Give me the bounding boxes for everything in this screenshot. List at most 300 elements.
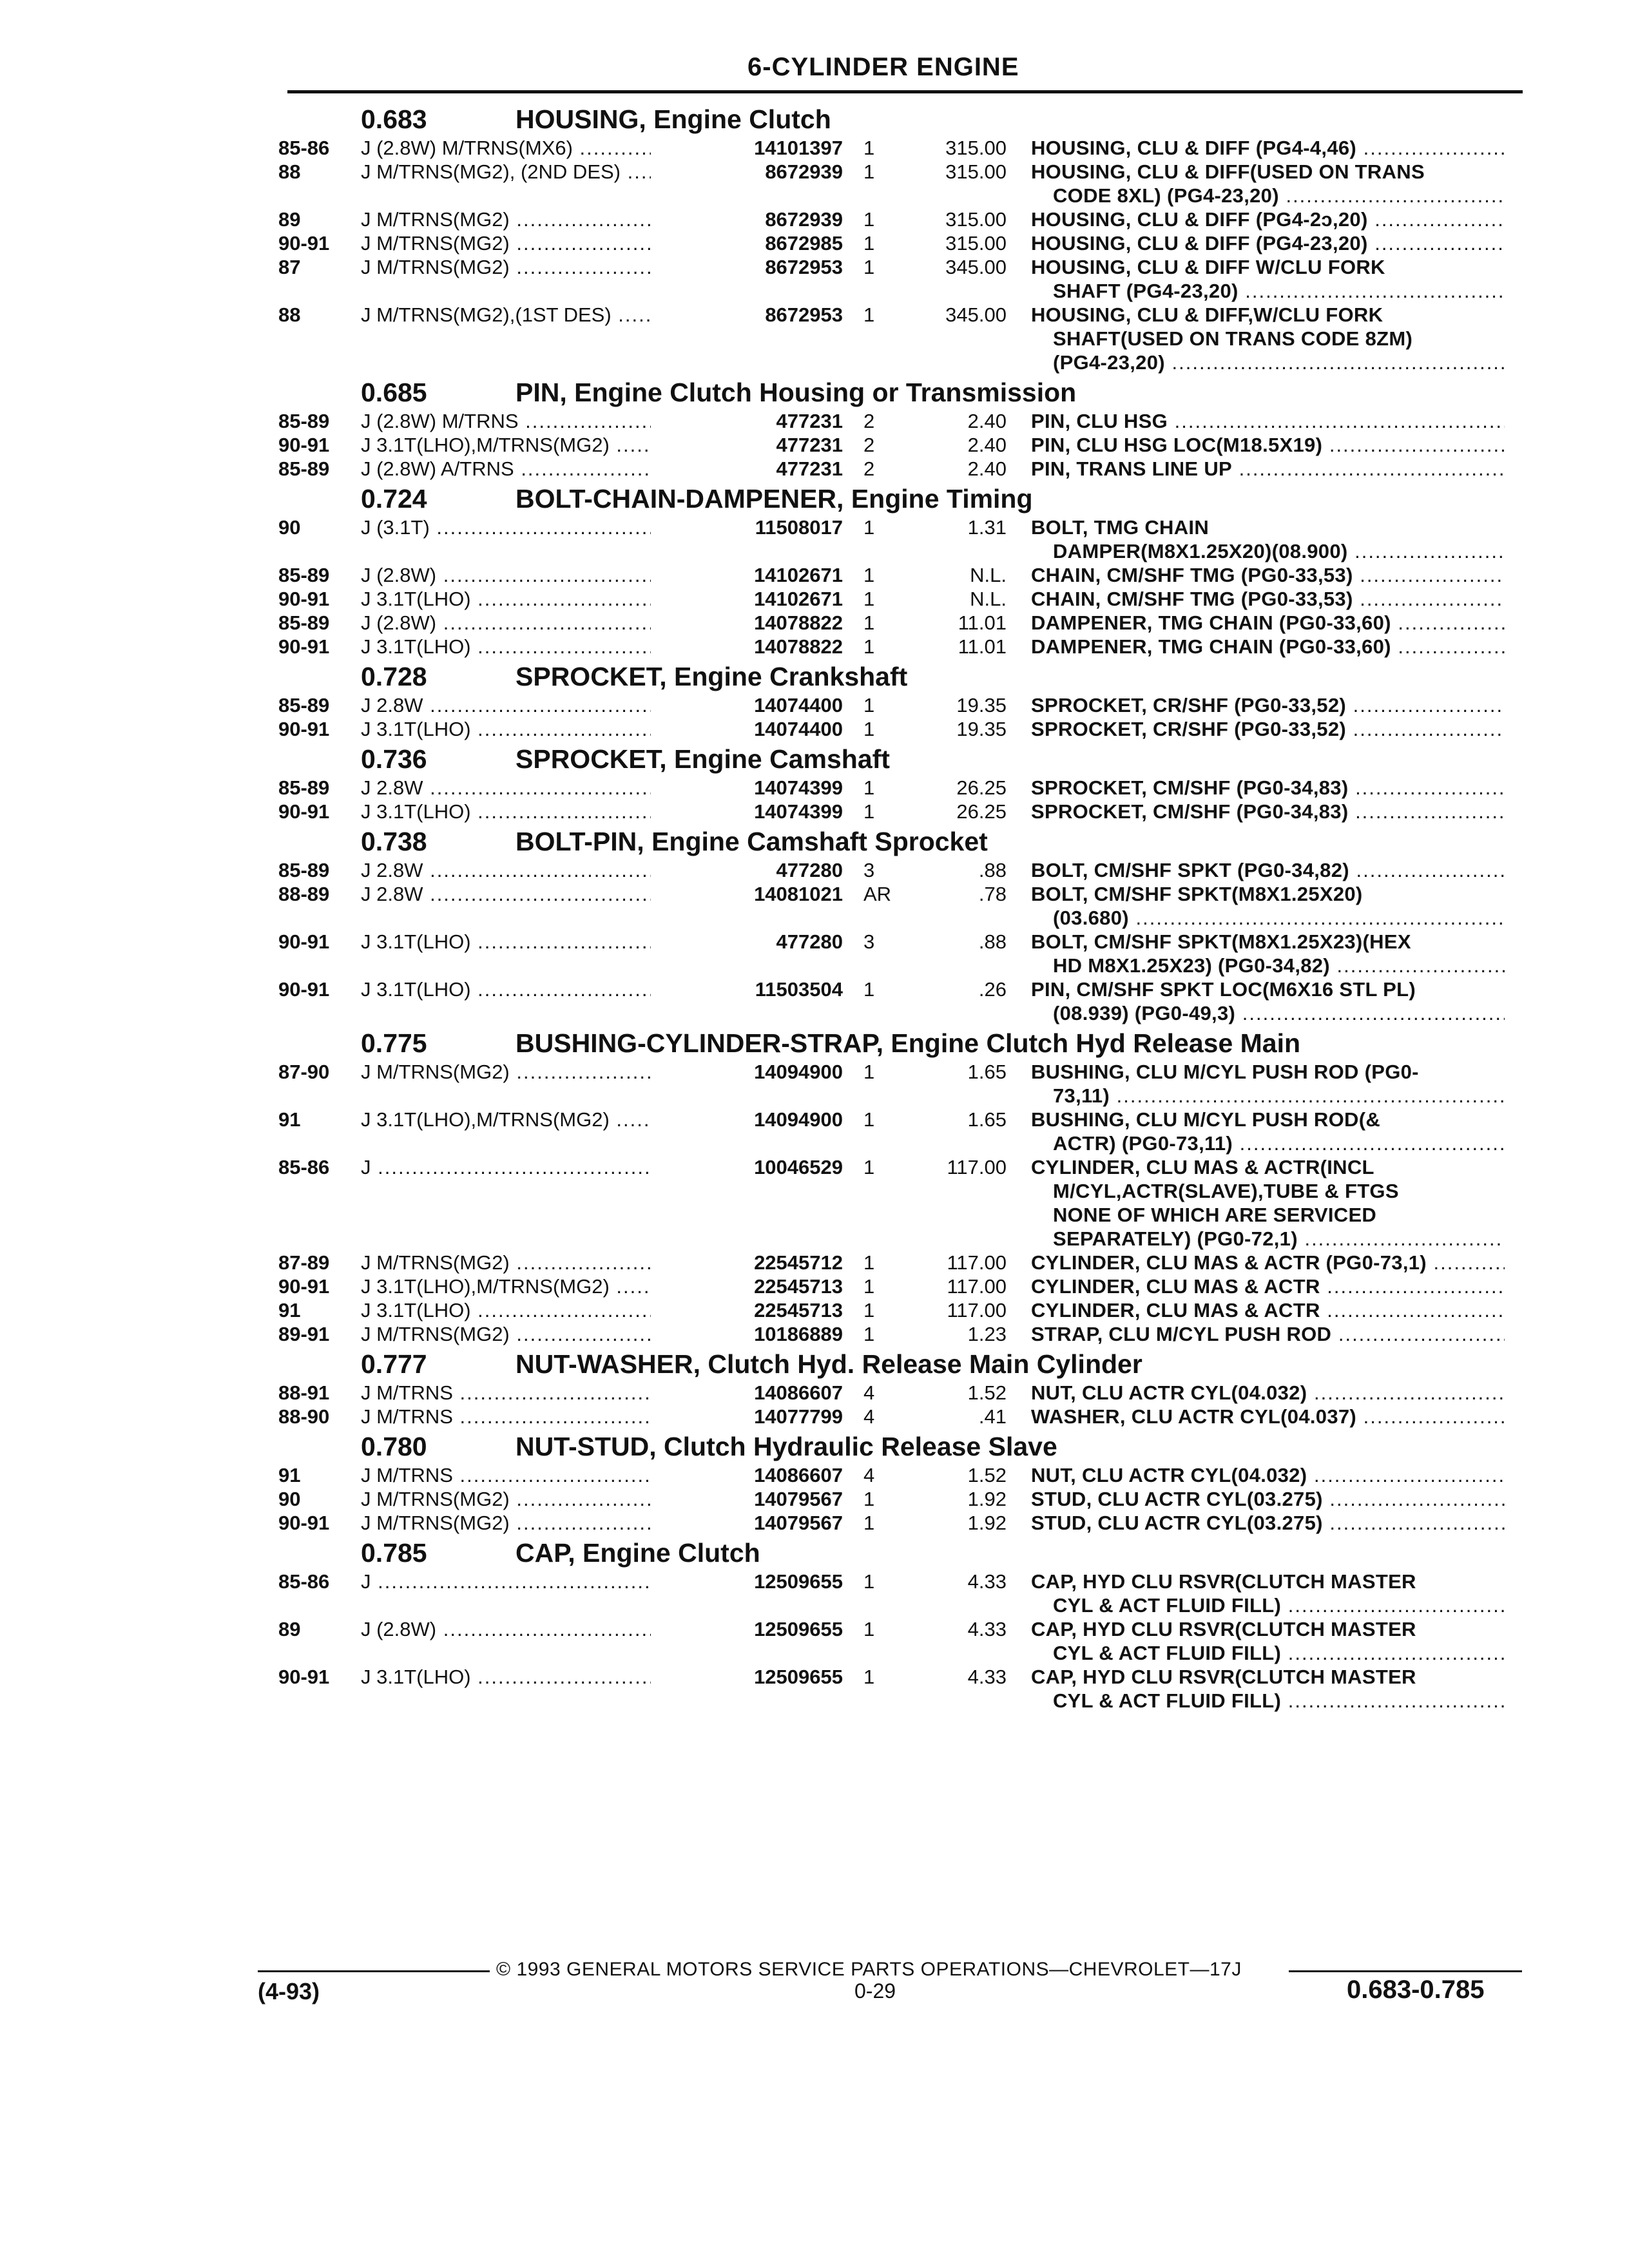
section-number: 0.724 [361,484,427,514]
footer-rule-left [258,1970,490,1972]
description: WASHER, CLU ACTR CYL(04.037) ..... [1031,1405,1505,1428]
part-number: 8672939 [651,160,843,184]
footer-section-range: 0.683-0.785 [1347,1975,1485,2004]
application: J (2.8W) ..... [361,564,709,587]
model-years: 89 [278,1618,301,1640]
description: HOUSING, CLU & DIFF W/CLU FORK [1031,256,1385,278]
section-title: NUT-WASHER, Clutch Hyd. Release Main Cylinder [516,1349,1142,1379]
description-continuation-row [0,1689,1629,1713]
description-continuation-row [0,1642,1629,1666]
description: CYLINDER, CLU MAS & ACTR(INCL [1031,1156,1374,1178]
section-title: SPROCKET, Engine Camshaft [516,744,890,774]
application: J M/TRNS ..... [361,1405,709,1428]
catalog-section [0,375,1629,481]
model-years: 88-89 [278,883,330,905]
application: J M/TRNS(MG2) ..... [361,208,709,231]
description-continuation-row [0,1594,1629,1618]
quantity: 1 [863,1570,875,1593]
model-years: 90 [278,1488,301,1510]
price: 315.00 [945,160,1007,183]
model-years: 85-86 [278,1156,330,1178]
price: 1.23 [967,1323,1007,1345]
description: HOUSING, CLU & DIFF(USED ON TRANS [1031,160,1425,183]
section-number: 0.738 [361,827,427,856]
table-row [0,1570,1629,1594]
part-number: 477231 [651,410,843,433]
part-number: 22545712 [651,1251,843,1274]
table-row [0,635,1629,659]
description: HOUSING, CLU & DIFF (PG4-4,46) ..... [1031,137,1505,160]
table-row [0,1275,1629,1299]
price: .78 [978,883,1007,905]
price: 1.92 [967,1488,1007,1510]
price: 117.00 [947,1251,1007,1274]
description: BUSHING, CLU M/CYL PUSH ROD(& [1031,1108,1381,1131]
part-number: 14094900 [651,1108,843,1131]
description: SPROCKET, CR/SHF (PG0-33,52) ..... [1031,694,1505,717]
application: J (2.8W) ..... [361,1618,709,1641]
part-number: 8672953 [651,256,843,279]
section-number: 0.775 [361,1028,427,1058]
section-header [0,481,1629,516]
application: J ..... [361,1156,709,1179]
application: J 3.1T(LHO) ..... [361,930,709,954]
table-row [0,978,1629,1002]
quantity: 1 [863,1323,875,1345]
description-continuation: CYL & ACT FLUID FILL) ..... [1053,1642,1505,1665]
description-continuation: M/CYL,ACTR(SLAVE),TUBE & FTGS [1053,1180,1399,1202]
table-row [0,800,1629,824]
section-number: 0.683 [361,104,427,134]
quantity: 1 [863,137,875,159]
model-years: 90-91 [278,800,330,823]
part-number: 14079567 [651,1512,843,1535]
application: J 2.8W ..... [361,694,709,717]
model-years: 85-89 [278,457,330,480]
price: .88 [978,859,1007,881]
application: J 3.1T(LHO),M/TRNS(MG2) ..... [361,1275,709,1298]
part-number: 8672985 [651,232,843,255]
page-title: 6-CYLINDER ENGINE [747,53,1019,81]
description: STUD, CLU ACTR CYL(03.275) ..... [1031,1512,1505,1535]
part-number: 14074400 [651,694,843,717]
section-header [0,375,1629,410]
description: STUD, CLU ACTR CYL(03.275) ..... [1031,1488,1505,1511]
quantity: 1 [863,1251,875,1274]
description: SPROCKET, CR/SHF (PG0-33,52) ..... [1031,718,1505,741]
application: J 3.1T(LHO) ..... [361,1666,709,1689]
model-years: 85-86 [278,1570,330,1593]
price: 315.00 [945,232,1007,255]
description-continuation-row [0,351,1629,375]
part-number: 477231 [651,434,843,457]
table-row [0,1405,1629,1429]
application: J M/TRNS(MG2) ..... [361,232,709,255]
description: CYLINDER, CLU MAS & ACTR (PG0-73,1) ..... [1031,1251,1505,1274]
application: J M/TRNS(MG2) ..... [361,256,709,279]
quantity: 1 [863,1275,875,1298]
catalog-section [0,1535,1629,1713]
description-continuation: CYL & ACT FLUID FILL) ..... [1053,1689,1505,1713]
table-row [0,160,1629,184]
price: 1.52 [967,1381,1007,1404]
table-row [0,694,1629,718]
application: J 3.1T(LHO) ..... [361,1299,709,1322]
application: J M/TRNS(MG2) ..... [361,1323,709,1346]
description: CAP, HYD CLU RSVR(CLUTCH MASTER [1031,1570,1416,1593]
section-title: BOLT-PIN, Engine Camshaft Sprocket [516,827,988,856]
price: 117.00 [947,1275,1007,1298]
application: J (2.8W) M/TRNS ..... [361,410,709,433]
description: CYLINDER, CLU MAS & ACTR ..... [1031,1299,1505,1322]
catalog-section [0,102,1629,375]
description: BOLT, CM/SHF SPKT(M8X1.25X23)(HEX [1031,930,1411,953]
price: 315.00 [945,208,1007,231]
description-continuation-row [0,1227,1629,1251]
section-title: PIN, Engine Clutch Housing or Transmission [516,378,1077,407]
quantity: 4 [863,1405,875,1428]
application: J M/TRNS(MG2),(1ST DES) ..... [361,303,709,327]
description: CYLINDER, CLU MAS & ACTR ..... [1031,1275,1505,1298]
table-row [0,718,1629,742]
footer-copyright: © 1993 GENERAL MOTORS SERVICE PARTS OPERATIONS—CHEVROLET—17J [496,1959,1242,1980]
quantity: 1 [863,1299,875,1321]
quantity: 4 [863,1381,875,1404]
part-number: 10186889 [651,1323,843,1346]
model-years: 89-91 [278,1323,330,1345]
section-number: 0.785 [361,1538,427,1568]
table-row [0,1299,1629,1323]
quantity: AR [863,883,892,905]
price: 26.25 [956,800,1007,823]
description-continuation-row [0,1002,1629,1026]
quantity: 1 [863,303,875,326]
table-row [0,137,1629,160]
section-number: 0.728 [361,662,427,691]
quantity: 1 [863,1108,875,1131]
part-number: 14102671 [651,588,843,611]
description-continuation: SHAFT (PG4-23,20) ..... [1053,280,1505,303]
application: J 2.8W ..... [361,859,709,882]
model-years: 87-90 [278,1061,330,1083]
description: CHAIN, CM/SHF TMG (PG0-33,53) ..... [1031,588,1505,611]
description: CAP, HYD CLU RSVR(CLUTCH MASTER [1031,1666,1416,1688]
description-continuation: CYL & ACT FLUID FILL) ..... [1053,1594,1505,1617]
price: N.L. [970,564,1007,586]
description: CHAIN, CM/SHF TMG (PG0-33,53) ..... [1031,564,1505,587]
part-number: 477280 [651,930,843,954]
catalog-section [0,481,1629,659]
table-row [0,1251,1629,1275]
quantity: 1 [863,208,875,231]
part-number: 477231 [651,457,843,481]
application: J 3.1T(LHO) ..... [361,588,709,611]
footer-date-code: (4-93) [258,1978,320,2004]
footer-page-number: 0-29 [854,1979,896,2003]
model-years: 90-91 [278,718,330,740]
part-number: 14079567 [651,1488,843,1511]
quantity: 1 [863,160,875,183]
quantity: 1 [863,800,875,823]
quantity: 1 [863,1488,875,1510]
quantity: 2 [863,410,875,432]
catalog-section [0,1026,1629,1347]
description-continuation: ACTR) (PG0-73,11) ..... [1053,1132,1505,1155]
table-row [0,1666,1629,1689]
table-row [0,1488,1629,1512]
table-row [0,588,1629,611]
table-row [0,232,1629,256]
description: HOUSING, CLU & DIFF (PG4-2ɔ,20) ..... [1031,208,1505,231]
table-row [0,859,1629,883]
quantity: 3 [863,859,875,881]
model-years: 91 [278,1299,301,1321]
description: CAP, HYD CLU RSVR(CLUTCH MASTER [1031,1618,1416,1640]
application: J M/TRNS ..... [361,1381,709,1405]
application: J 2.8W ..... [361,776,709,800]
description: HOUSING, CLU & DIFF (PG4-23,20) ..... [1031,232,1505,255]
part-number: 14078822 [651,635,843,658]
application: J M/TRNS(MG2) ..... [361,1488,709,1511]
table-row [0,883,1629,907]
section-header [0,1347,1629,1381]
quantity: 1 [863,1618,875,1640]
table-row [0,564,1629,588]
model-years: 90 [278,516,301,539]
model-years: 91 [278,1464,301,1486]
model-years: 91 [278,1108,301,1131]
price: 19.35 [956,694,1007,716]
quantity: 3 [863,930,875,953]
description-continuation: DAMPER(M8X1.25X20)(08.900) ..... [1053,540,1505,563]
model-years: 90-91 [278,1666,330,1688]
description: BUSHING, CLU M/CYL PUSH ROD (PG0- [1031,1061,1419,1083]
description: PIN, TRANS LINE UP ..... [1031,457,1505,481]
model-years: 89 [278,208,301,231]
quantity: 1 [863,1666,875,1688]
description: PIN, CLU HSG ..... [1031,410,1505,433]
price: 117.00 [947,1299,1007,1321]
application: J 3.1T(LHO) ..... [361,978,709,1001]
price: .26 [978,978,1007,1001]
model-years: 85-89 [278,859,330,881]
quantity: 4 [863,1464,875,1486]
section-header [0,824,1629,859]
section-number: 0.780 [361,1432,427,1461]
model-years: 90-91 [278,232,330,255]
section-header [0,659,1629,694]
part-number: 14094900 [651,1061,843,1084]
part-number: 477280 [651,859,843,882]
description: PIN, CLU HSG LOC(M18.5X19) ..... [1031,434,1505,457]
table-row [0,1381,1629,1405]
description: SPROCKET, CM/SHF (PG0-34,83) ..... [1031,800,1505,823]
application: J (2.8W) A/TRNS ..... [361,457,709,481]
application: J (3.1T) ..... [361,516,709,539]
section-title: CAP, Engine Clutch [516,1538,760,1568]
price: 117.00 [947,1156,1007,1178]
price: 4.33 [967,1618,1007,1640]
part-number: 14086607 [651,1381,843,1405]
description-continuation-row [0,1132,1629,1156]
application: J 3.1T(LHO),M/TRNS(MG2) ..... [361,434,709,457]
description-continuation-row [0,280,1629,303]
section-number: 0.685 [361,378,427,407]
description-continuation: HD M8X1.25X23) (PG0-34,82) ..... [1053,954,1505,977]
quantity: 1 [863,232,875,255]
price: 1.65 [967,1108,1007,1131]
part-number: 14074399 [651,776,843,800]
part-number: 8672939 [651,208,843,231]
quantity: 1 [863,718,875,740]
application: J ..... [361,1570,709,1593]
model-years: 87-89 [278,1251,330,1274]
price: 4.33 [967,1666,1007,1688]
section-number: 0.736 [361,744,427,774]
model-years: 88 [278,160,301,183]
quantity: 1 [863,694,875,716]
quantity: 1 [863,564,875,586]
price: 1.52 [967,1464,1007,1486]
model-years: 87 [278,256,301,278]
quantity: 1 [863,588,875,610]
table-row [0,611,1629,635]
price: 11.01 [958,635,1007,658]
part-number: 10046529 [651,1156,843,1179]
table-row [0,434,1629,457]
footer-rule-right [1289,1970,1522,1972]
model-years: 90-91 [278,588,330,610]
application: J M/TRNS(MG2), (2ND DES) ..... [361,160,709,184]
part-number: 22545713 [651,1299,843,1322]
description: PIN, CM/SHF SPKT LOC(M6X16 STL PL) [1031,978,1416,1001]
description: NUT, CLU ACTR CYL(04.032) ..... [1031,1464,1505,1487]
description: NUT, CLU ACTR CYL(04.032) ..... [1031,1381,1505,1405]
part-number: 8672953 [651,303,843,327]
table-row [0,930,1629,954]
part-number: 14102671 [651,564,843,587]
application: J M/TRNS(MG2) ..... [361,1251,709,1274]
table-row [0,303,1629,327]
catalog-section [0,659,1629,742]
section-header [0,742,1629,776]
price: 11.01 [958,611,1007,634]
quantity: 2 [863,457,875,480]
part-number: 12509655 [651,1618,843,1641]
section-title: BUSHING-CYLINDER-STRAP, Engine Clutch Hyd Release Main [516,1028,1301,1058]
quantity: 1 [863,978,875,1001]
quantity: 1 [863,256,875,278]
model-years: 85-89 [278,564,330,586]
table-row [0,410,1629,434]
description-continuation: NONE OF WHICH ARE SERVICED [1053,1204,1377,1226]
description-continuation-row [0,954,1629,978]
table-row [0,1618,1629,1642]
part-number: 11508017 [651,516,843,539]
model-years: 88-91 [278,1381,330,1404]
description: HOUSING, CLU & DIFF,W/CLU FORK [1031,303,1383,326]
price: 345.00 [945,256,1007,278]
title-rule [287,90,1523,93]
description-continuation: (08.939) (PG0-49,3) ..... [1053,1002,1505,1025]
part-number: 14081021 [651,883,843,906]
description-continuation-row [0,1180,1629,1204]
application: J 3.1T(LHO),M/TRNS(MG2) ..... [361,1108,709,1131]
section-header [0,1429,1629,1464]
table-row [0,776,1629,800]
model-years: 85-89 [278,611,330,634]
price: 2.40 [967,457,1007,480]
table-row [0,256,1629,280]
quantity: 1 [863,611,875,634]
price: N.L. [970,588,1007,610]
price: 4.33 [967,1570,1007,1593]
application: J M/TRNS ..... [361,1464,709,1487]
price: 2.40 [967,434,1007,456]
table-row [0,1108,1629,1132]
price: .41 [978,1405,1007,1428]
section-title: NUT-STUD, Clutch Hydraulic Release Slave [516,1432,1057,1461]
price: .88 [978,930,1007,953]
section-header [0,1026,1629,1061]
part-number: 12509655 [651,1666,843,1689]
section-header [0,102,1629,137]
part-number: 14074399 [651,800,843,823]
part-number: 14077799 [651,1405,843,1428]
model-years: 85-86 [278,137,330,159]
quantity: 1 [863,1061,875,1083]
description-continuation: SEPARATELY) (PG0-72,1) ..... [1053,1227,1505,1251]
quantity: 2 [863,434,875,456]
price: 1.65 [967,1061,1007,1083]
section-title: SPROCKET, Engine Crankshaft [516,662,908,691]
application: J 3.1T(LHO) ..... [361,800,709,823]
application: J (2.8W) ..... [361,611,709,635]
application: J M/TRNS(MG2) ..... [361,1512,709,1535]
price: 2.40 [967,410,1007,432]
section-number: 0.777 [361,1349,427,1379]
description-continuation: (PG4-23,20) ..... [1053,351,1505,374]
model-years: 90-91 [278,978,330,1001]
table-row [0,516,1629,540]
model-years: 88 [278,303,301,326]
quantity: 1 [863,1512,875,1534]
table-row [0,1061,1629,1084]
catalog-section [0,742,1629,824]
description: BOLT, CM/SHF SPKT(M8X1.25X20) [1031,883,1363,905]
catalog-section [0,1429,1629,1535]
section-title: HOUSING, Engine Clutch [516,104,831,134]
model-years: 88-90 [278,1405,330,1428]
price: 26.25 [956,776,1007,799]
table-row [0,1156,1629,1180]
description-continuation-row [0,907,1629,930]
description: BOLT, CM/SHF SPKT (PG0-34,82) ..... [1031,859,1505,882]
application: J 2.8W ..... [361,883,709,906]
catalog-section [0,1347,1629,1429]
quantity: 1 [863,635,875,658]
quantity: 1 [863,1156,875,1178]
table-row [0,1512,1629,1535]
description-continuation: 73,11) ..... [1053,1084,1505,1108]
model-years: 85-89 [278,776,330,799]
section-header [0,1535,1629,1570]
model-years: 90-91 [278,1275,330,1298]
description-continuation: (03.680) ..... [1053,907,1505,930]
application: J (2.8W) M/TRNS(MX6) ..... [361,137,709,160]
description: SPROCKET, CM/SHF (PG0-34,83) ..... [1031,776,1505,800]
application: J 3.1T(LHO) ..... [361,718,709,741]
